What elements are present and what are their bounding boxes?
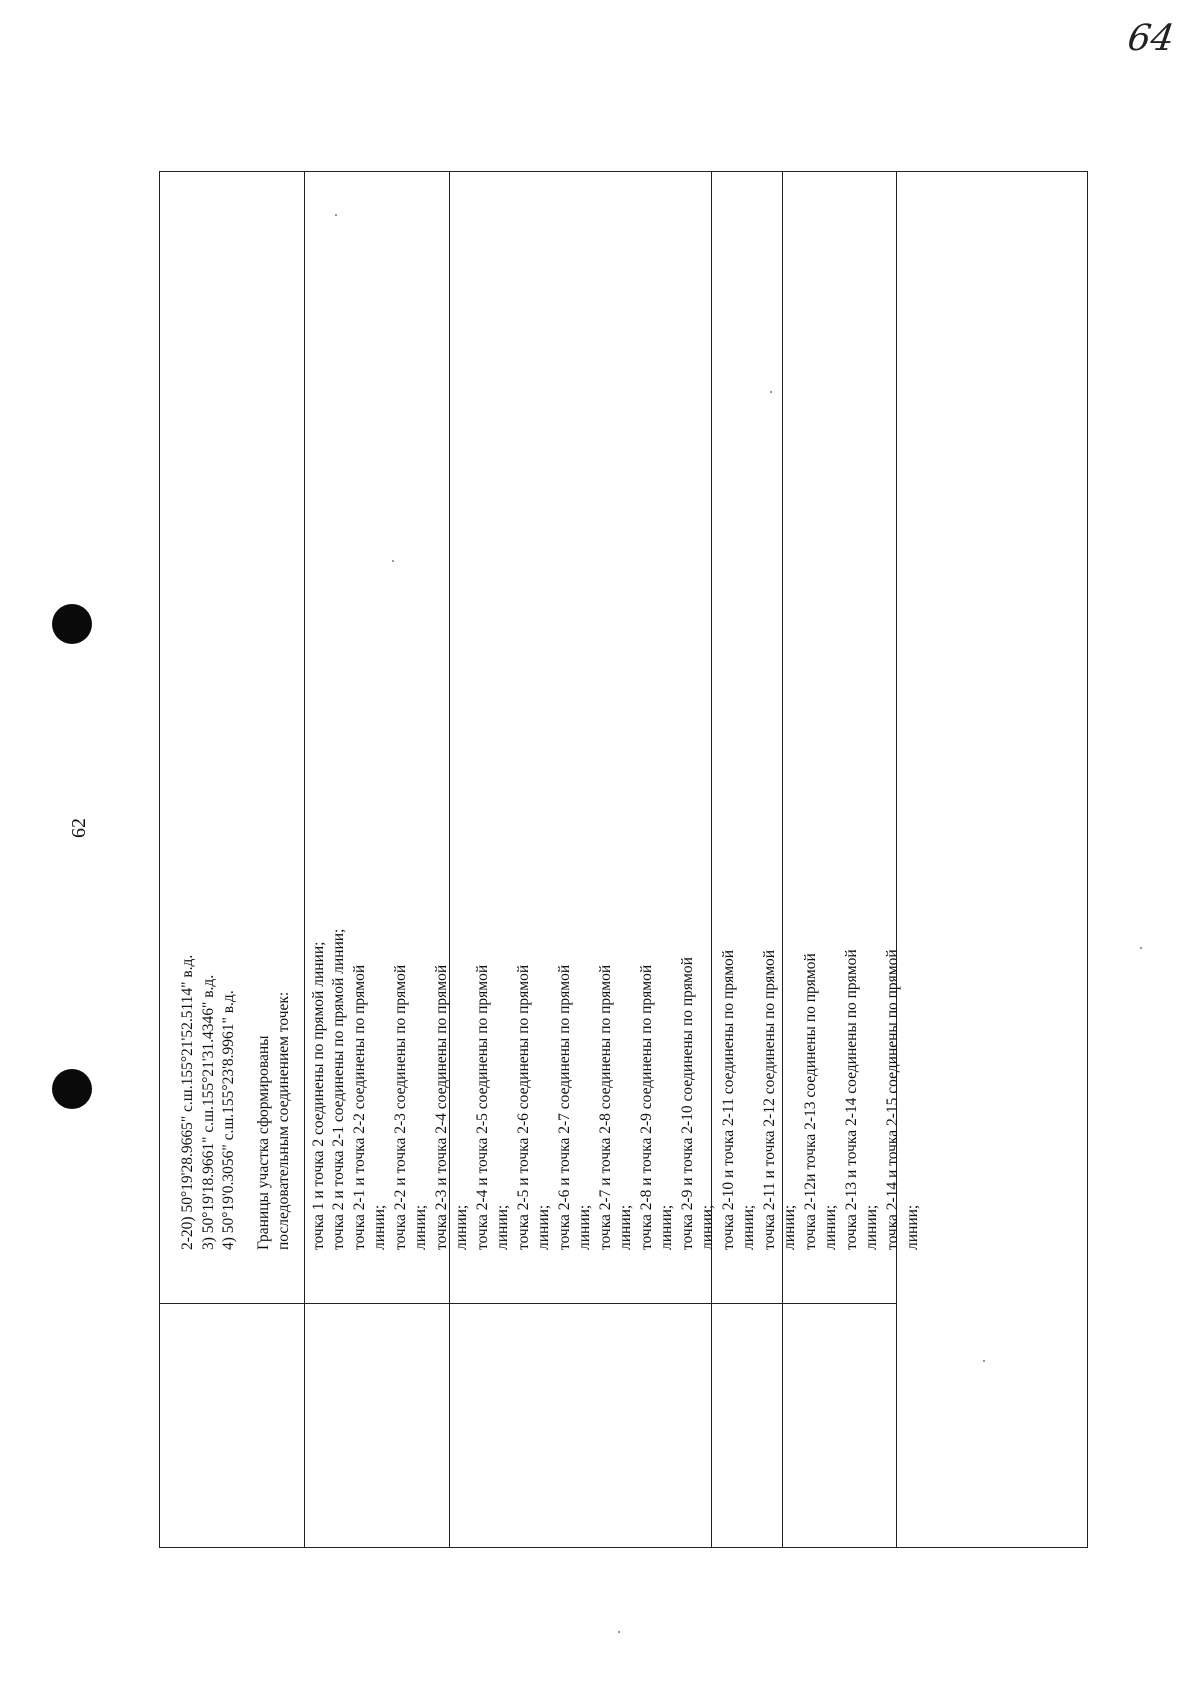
- table-divider: [782, 172, 783, 1547]
- coordinate-line: 3) 50°19'18.9661" с.ш.155°21'31.4346" в.д.: [199, 974, 217, 1250]
- handwritten-page-number: 64: [1125, 18, 1177, 59]
- boundary-intro: Границы участка сформированы последовательным соединением точек:: [254, 991, 292, 1250]
- connection-line: точка 2-9 и точка 2-10 соединены по прямой линии;: [678, 957, 716, 1250]
- cell-divider: [160, 1303, 896, 1304]
- connection-line: точка 2-3 и точка 2-4 соединены по прямой линии;: [432, 964, 470, 1250]
- connection-line: точка 2-7 и точка 2-8 соединены по прямой линии;: [596, 964, 634, 1250]
- connection-line: точка 2-6 и точка 2-7 соединены по прямой линии;: [555, 964, 593, 1250]
- printed-page-number: 62: [68, 818, 90, 838]
- connection-line: точка 2-4 и точка 2-5 соединены по прямой линии;: [473, 964, 511, 1250]
- table-divider: [304, 172, 305, 1547]
- coordinates-list: [178, 920, 240, 1250]
- connection-line: точка 2-14 и точка 2-15 соединены по прямой линии;: [883, 949, 921, 1250]
- connection-line: точка 2-1 и точка 2-2 соединены по прямой линии;: [350, 964, 388, 1250]
- connection-line: точка 2 и точка 2-1 соединены по прямой линии;: [330, 928, 347, 1250]
- coordinate-line: 2-20) 50°19'28.9665" с.ш.155°21'52.5114" в.д.: [179, 954, 196, 1250]
- punch-hole-icon: [52, 1069, 92, 1109]
- connection-line: точка 2-5 и точка 2-6 соединены по прямой линии;: [514, 964, 552, 1250]
- scan-speck: [1140, 947, 1142, 949]
- table-divider: [449, 172, 450, 1547]
- connection-line: точка 2-11 и точка 2-12 соединены по прямой линии;: [760, 949, 798, 1250]
- boundary-description-cell: [178, 920, 924, 1250]
- table-divider: [711, 172, 712, 1547]
- scan-speck: [618, 1631, 620, 1633]
- document-table: [159, 171, 1088, 1548]
- connections-list: [309, 920, 924, 1250]
- connection-line: точка 2-10 и точка 2-11 соединены по прямой линии;: [719, 949, 757, 1250]
- connection-line: точка 2-2 и точка 2-3 соединены по прямой линии;: [391, 964, 429, 1250]
- coordinate-line: 4) 50°19'0.3056" с.ш.155°23'8.9961" в.д.: [220, 990, 237, 1250]
- punch-hole-icon: [52, 604, 92, 644]
- table-divider: [896, 172, 897, 1547]
- connection-line: точка 2-13 и точка 2-14 соединены по прямой линии;: [842, 949, 880, 1250]
- connection-line: точка 1 и точка 2 соединены по прямой линии;: [309, 941, 327, 1250]
- connection-line: точка 2-8 и точка 2-9 соединены по прямой линии;: [637, 964, 675, 1250]
- connection-line: точка 2-12и точка 2-13 соединены по прямой линии;: [801, 953, 839, 1250]
